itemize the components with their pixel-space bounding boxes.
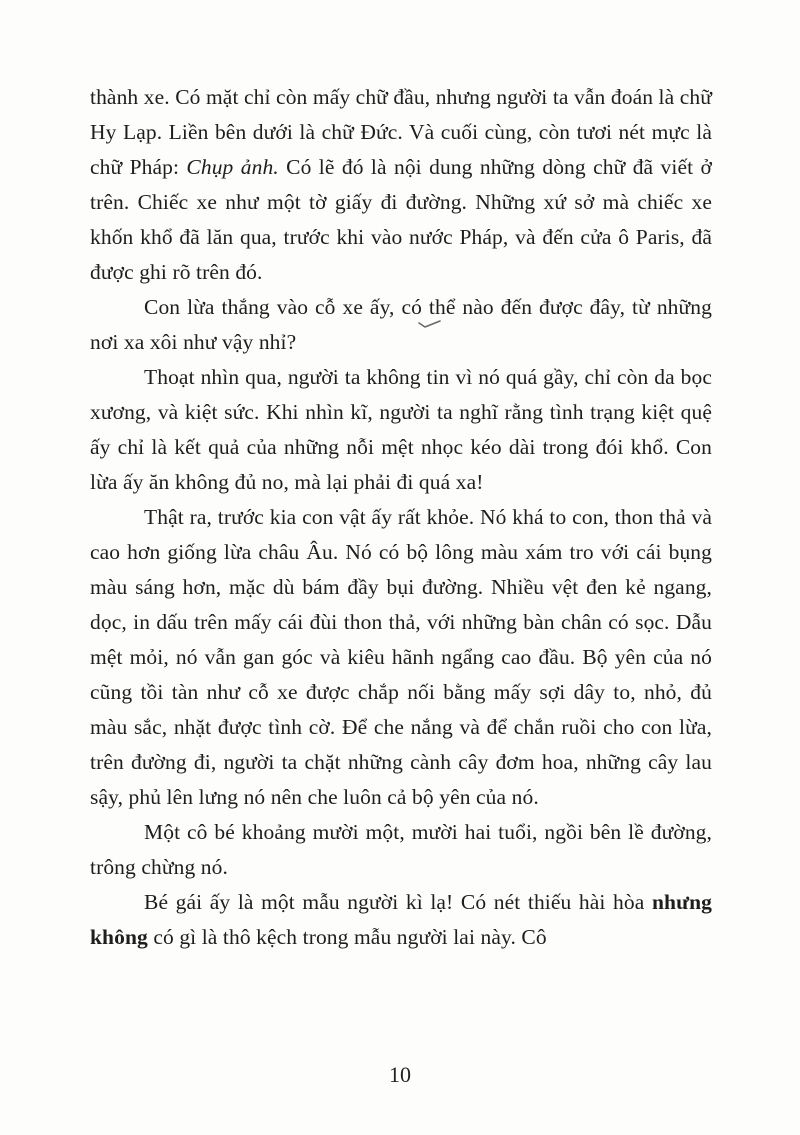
paragraph-1 xyxy=(90,80,712,290)
text-segment: thành xe. Có mặt chỉ còn mấy chữ đầu, nhưng người ta vẫn đoán là chữ Hy Lạp. Liền bên dưới là chữ Đức. Và cuối cùng, còn tươi nét mực là chữ Pháp: xyxy=(90,85,712,179)
page-number: 10 xyxy=(389,1062,411,1087)
stray-ink-mark xyxy=(416,318,442,337)
text-segment: Con lừa thắng vào cỗ xe ấy, có thể nào đến được đây, từ những nơi xa xôi như vậy nhỉ? xyxy=(90,295,712,354)
text-segment: có gì là thô kệch trong mẫu người lai này. Cô xyxy=(147,925,547,949)
text-segment: Một cô bé khoảng mười một, mười hai tuổi, ngồi bên lề đường, trông chừng nó. xyxy=(90,820,712,879)
italic-phrase: Chụp ảnh. xyxy=(186,155,279,179)
paragraph-2 xyxy=(90,290,712,360)
text-segment: Thật ra, trước kia con vật ấy rất khỏe. Nó khá to con, thon thả và cao hơn giống lừa châu Âu. Nó có bộ lông màu xám tro với cái bụng màu sáng hơn, mặc dù bám đầy bụi đường. Nhiều vệt đen kẻ ngang, dọc, in dấu trên mấy cái đùi thon thả, với những bàn chân có sọc. Dẫu mệt mỏi, nó vẫn gan góc và kiêu hãnh ngẩng cao đầu. Bộ yên của nó cũng tồi tàn như cỗ xe được chắp nối bằng mấy sợi dây to, nhỏ, đủ màu sắc, nhặt được tình cờ. Để che nắng và để chắn ruồi cho con lừa, trên đường đi, người ta chặt những cành cây đơm hoa, những cây lau sậy, phủ lên lưng nó nên che luôn cả bộ yên của nó. xyxy=(90,505,712,809)
text-segment: Bé gái ấy là một mẫu người kì lạ! Có nét thiếu hài hòa xyxy=(144,890,652,914)
paragraph-4 xyxy=(90,500,712,815)
paragraph-5 xyxy=(90,815,712,885)
bold-phrase: nhưng không xyxy=(90,890,712,949)
text-segment: Thoạt nhìn qua, người ta không tin vì nó quá gầy, chỉ còn da bọc xương, và kiệt sức. Khi nhìn kĩ, người ta nghĩ rằng tình trạng kiệt quệ ấy chỉ là kết quả của những nỗi mệt nhọc kéo dài trong đói khổ. Con lừa ấy ăn không đủ no, mà lại phải đi quá xa! xyxy=(90,365,712,494)
page-text-block xyxy=(90,80,712,955)
paragraph-3 xyxy=(90,360,712,500)
paragraph-6 xyxy=(90,885,712,955)
text-segment: Có lẽ đó là nội dung những dòng chữ đã viết ở trên. Chiếc xe như một tờ giấy đi đường. Những xứ sở mà chiếc xe khốn khổ đã lăn qua, trước khi vào nước Pháp, và đến cửa ô Paris, đã được ghi rõ trên đó. xyxy=(90,155,712,284)
